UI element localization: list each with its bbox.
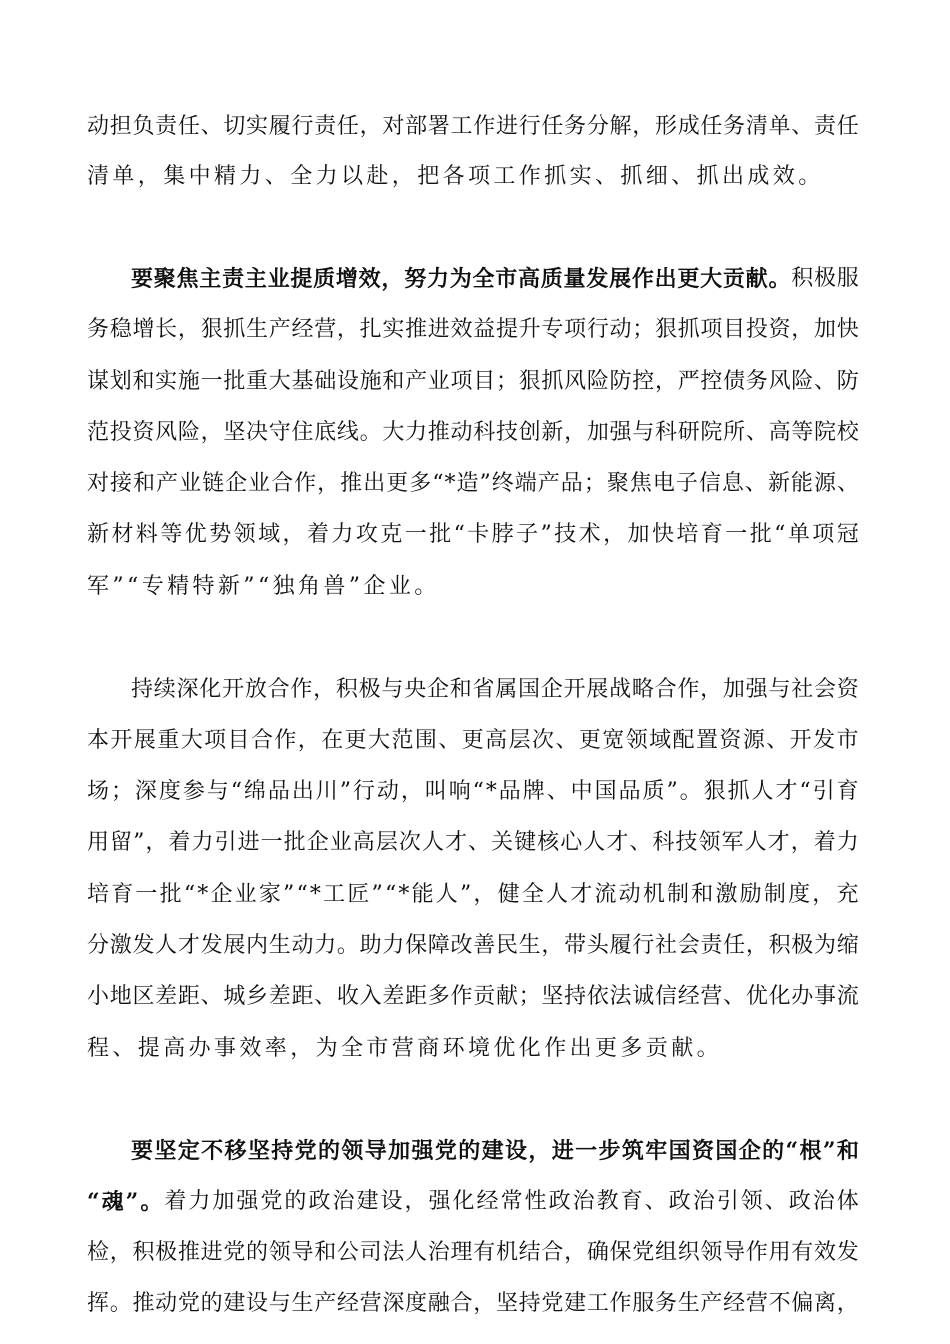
text-line: 范 投 资 风 险 ， 坚 决 守 住 底 线 。 大 力 推 动 科 技 创 新 ， 加 强 与 科 研 院 所 、 高 等 院 校 (87, 420, 859, 445)
text-line: 谋 划 和 实 施 一 批 重 大 基 础 设 施 和 产 业 项 目 ； 狠 抓 风 险 防 控 ， 严 控 债 务 风 险 、 防 (87, 369, 859, 394)
text-line: 持 续 深 化 开 放 合 作 ， 积 极 与 央 企 和 省 属 国 企 开 展 战 略 合 作 ， 加 强 与 社 会 资 (131, 677, 859, 702)
line-text: 军”“专精特新”“独角兽”企业。 (87, 574, 440, 599)
text-line: 动 担 负 责 任 、 切 实 履 行 责 任 ， 对 部 署 工 作 进 行 任 务 分 解 ， 形 成 任 务 清 单 、 责 任 (87, 114, 859, 139)
text-line: 分 激 发 人 才 发 展 内 生 动 力 。 助 力 保 障 改 善 民 生 ， 带 头 履 行 社 会 责 任 ， 积 极 为 缩 (87, 933, 859, 958)
text-line: 要 聚 焦 主 责 主 业 提 质 增 效 ， 努 力 为 全 市 高 质 量 发 展 作 出 更 大 贡 献 。 积 极 服 (131, 266, 859, 292)
text-line: 要 坚 定 不 移 坚 持 党 的 领 导 加 强 党 的 建 设 ， 进 一 步 筑 牢 国 资 国 企 的 “ 根 ” 和 (131, 1138, 859, 1164)
text-line: 对 接 和 产 业 链 企 业 合 作 ， 推 出 更 多 “ * 造 ” 终 端 产 品 ； 聚 焦 电 子 信 息 、 新 能 源 、 (87, 471, 859, 496)
text-line: 新 材 料 等 优 势 领 域 ， 着 力 攻 克 一 批 “ 卡 脖 子 ” 技 术 ， 加 快 培 育 一 批 “ 单 项 冠 (87, 522, 859, 547)
text-line (87, 1033, 859, 1065)
text-line (87, 161, 859, 193)
text-line: 务 稳 增 长 ， 狠 抓 生 产 经 营 ， 扎 实 推 进 效 益 提 升 专 项 行 动 ； 狠 抓 项 目 投 资 ， 加 快 (87, 317, 859, 342)
text-line: “ 魂 ” 。 着 力 加 强 党 的 政 治 建 设 ， 强 化 经 常 性 政 治 教 育 、 政 治 引 领 、 政 治 体 (87, 1189, 859, 1215)
text-line: 挥 。 推 动 党 的 建 设 与 生 产 经 营 深 度 融 合 ， 坚 持 党 建 工 作 服 务 生 产 经 营 不 偏 离 ， (87, 1291, 859, 1316)
line-text: 清单，集中精力、全力以赴，把各项工作抓实、抓细、抓出成效。 (87, 164, 824, 189)
text-line: 用 留 ” ， 着 力 引 进 一 批 企 业 高 层 次 人 才 、 关 键 核 心 人 才 、 科 技 领 军 人 才 ， 着 力 (87, 830, 859, 855)
text-line: 本 开 展 重 大 项 目 合 作 ， 在 更 大 范 围 、 更 高 层 次 、 更 宽 领 域 配 置 资 源 、 开 发 市 (87, 728, 859, 753)
text-line: 检 ， 积 极 推 进 党 的 领 导 和 公 司 法 人 治 理 有 机 结 合 ， 确 保 党 组 织 领 导 作 用 有 效 发 (87, 1240, 859, 1265)
text-line: 培 育 一 批 “ * 企 业 家 ” “ * 工 匠 ” “ * 能 人 ” ， 健 全 人 才 流 动 机 制 和 激 励 制 度 ， 充 (87, 882, 859, 907)
text-line (87, 571, 859, 603)
line-text: 程、提高办事效率，为全市营商环境优化作出更多贡献。 (87, 1036, 723, 1061)
text-line: 小 地 区 差 距 、 城 乡 差 距 、 收 入 差 距 多 作 贡 献 ； 坚 持 依 法 诚 信 经 营 、 优 化 办 事 流 (87, 984, 859, 1009)
text-line: 场 ； 深 度 参 与 “ 绵 品 出 川 ” 行 动 ， 叫 响 “ * 品 牌 、 中 国 品 质 ” 。 狠 抓 人 才 “ 引 育 (87, 779, 859, 804)
